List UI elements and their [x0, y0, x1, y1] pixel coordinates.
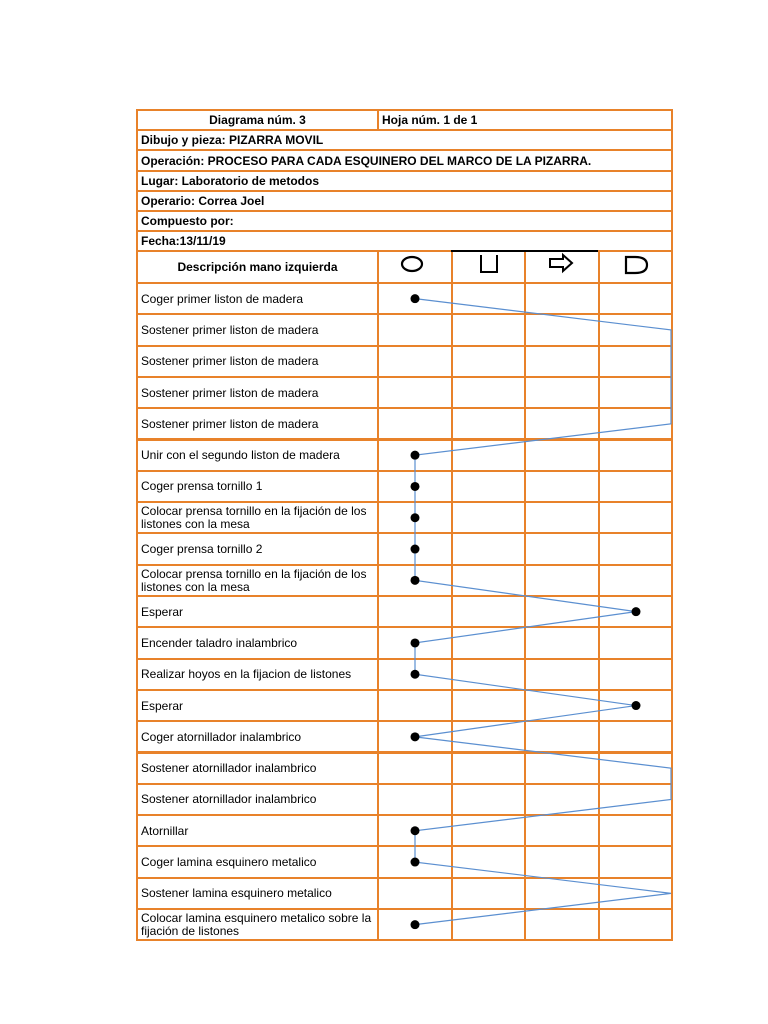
row-symbol-cell: [451, 877, 526, 910]
operation-field: Operación: PROCESO PARA CADA ESQUINERO DEL MARCO DE LA PIZARRA.: [136, 149, 673, 172]
row-symbol-cell: [524, 814, 600, 847]
row-symbol-cell: [524, 470, 600, 503]
row-description: Sostener primer liston de madera: [136, 376, 379, 409]
row-description: Colocar prensa tornillo en la fijación de los listones con la mesa: [136, 501, 379, 534]
row-symbol-cell: [451, 313, 526, 346]
date-field: Fecha:13/11/19: [136, 230, 673, 252]
row-symbol-cell: [598, 345, 673, 378]
piece-field: Dibujo y pieza: PIZARRA MOVIL: [136, 129, 673, 151]
row-symbol-cell: [598, 532, 673, 565]
row-symbol-cell: [598, 501, 673, 534]
row-symbol-cell: [524, 282, 600, 315]
row-symbol-cell: [451, 783, 526, 816]
row-description: Coger prensa tornillo 1: [136, 470, 379, 503]
row-symbol-cell: [451, 658, 526, 691]
row-symbol-cell: [598, 439, 673, 472]
row-description: Colocar prensa tornillo en la fijación de los listones con la mesa: [136, 564, 379, 597]
row-symbol-cell: [524, 313, 600, 346]
row-symbol-cell: [451, 345, 526, 378]
delay-column-header: [598, 250, 673, 284]
row-symbol-cell: [598, 407, 673, 440]
row-symbol-cell: [377, 689, 453, 722]
row-description: Unir con el segundo liston de madera: [136, 439, 379, 472]
row-symbol-cell: [377, 345, 453, 378]
row-symbol-cell: [598, 626, 673, 659]
row-symbol-cell: [524, 720, 600, 753]
row-symbol-cell: [598, 689, 673, 722]
row-symbol-cell: [377, 439, 453, 472]
row-symbol-cell: [598, 845, 673, 878]
composed-field: Compuesto por:: [136, 210, 673, 232]
transport-column-header: [524, 250, 600, 284]
inspection-column-header: [451, 250, 526, 284]
row-symbol-cell: [598, 313, 673, 346]
row-symbol-cell: [598, 908, 673, 941]
row-symbol-cell: [598, 470, 673, 503]
row-symbol-cell: [451, 752, 526, 785]
row-symbol-cell: [598, 376, 673, 409]
row-symbol-cell: [377, 407, 453, 440]
row-symbol-cell: [451, 470, 526, 503]
row-symbol-cell: [524, 908, 600, 941]
row-symbol-cell: [524, 877, 600, 910]
row-symbol-cell: [377, 282, 453, 315]
row-symbol-cell: [598, 595, 673, 628]
row-symbol-cell: [524, 439, 600, 472]
header-rule: [451, 250, 598, 252]
row-symbol-cell: [377, 720, 453, 753]
row-symbol-cell: [377, 783, 453, 816]
row-description: Coger primer liston de madera: [136, 282, 379, 315]
row-description: Coger lamina esquinero metalico: [136, 845, 379, 878]
row-description: Atornillar: [136, 814, 379, 847]
row-symbol-cell: [598, 783, 673, 816]
row-symbol-cell: [598, 564, 673, 597]
row-symbol-cell: [524, 752, 600, 785]
row-symbol-cell: [377, 752, 453, 785]
row-symbol-cell: [377, 564, 453, 597]
row-description: Esperar: [136, 689, 379, 722]
row-symbol-cell: [377, 470, 453, 503]
row-description: Sostener primer liston de madera: [136, 407, 379, 440]
row-description: Sostener lamina esquinero metalico: [136, 877, 379, 910]
row-symbol-cell: [377, 814, 453, 847]
row-symbol-cell: [377, 595, 453, 628]
operator-field: Operario: Correa Joel: [136, 190, 673, 212]
row-symbol-cell: [377, 908, 453, 941]
row-symbol-cell: [451, 845, 526, 878]
row-symbol-cell: [377, 845, 453, 878]
row-symbol-cell: [524, 532, 600, 565]
row-symbol-cell: [598, 282, 673, 315]
row-symbol-cell: [524, 689, 600, 722]
row-symbol-cell: [451, 282, 526, 315]
row-description: Sostener atornillador inalambrico: [136, 783, 379, 816]
row-symbol-cell: [598, 877, 673, 910]
row-symbol-cell: [451, 908, 526, 941]
row-symbol-cell: [377, 376, 453, 409]
operation-column-header: [377, 250, 453, 284]
row-symbol-cell: [377, 313, 453, 346]
row-symbol-cell: [598, 658, 673, 691]
row-symbol-cell: [598, 720, 673, 753]
row-symbol-cell: [524, 501, 600, 534]
row-symbol-cell: [451, 564, 526, 597]
row-symbol-cell: [377, 658, 453, 691]
row-description: Sostener primer liston de madera: [136, 313, 379, 346]
row-symbol-cell: [451, 532, 526, 565]
row-symbol-cell: [451, 376, 526, 409]
row-symbol-cell: [524, 407, 600, 440]
row-symbol-cell: [377, 532, 453, 565]
row-symbol-cell: [524, 626, 600, 659]
row-description: Realizar hoyos en la fijacion de listones: [136, 658, 379, 691]
row-description: Colocar lamina esquinero metalico sobre la fijación de listones: [136, 908, 379, 941]
row-symbol-cell: [377, 877, 453, 910]
row-symbol-cell: [451, 501, 526, 534]
row-symbol-cell: [451, 407, 526, 440]
sheet-number: Hoja núm. 1 de 1: [377, 109, 673, 131]
place-field: Lugar: Laboratorio de metodos: [136, 170, 673, 192]
row-description: Sostener atornillador inalambrico: [136, 752, 379, 785]
row-symbol-cell: [524, 845, 600, 878]
row-symbol-cell: [598, 752, 673, 785]
row-symbol-cell: [451, 626, 526, 659]
row-symbol-cell: [377, 626, 453, 659]
row-symbol-cell: [524, 783, 600, 816]
row-description: Sostener primer liston de madera: [136, 345, 379, 378]
row-description: Coger atornillador inalambrico: [136, 720, 379, 753]
row-symbol-cell: [451, 720, 526, 753]
row-description: Coger prensa tornillo 2: [136, 532, 379, 565]
row-symbol-cell: [451, 689, 526, 722]
description-column-header: Descripción mano izquierda: [136, 250, 379, 284]
row-description: Encender taladro inalambrico: [136, 626, 379, 659]
row-symbol-cell: [524, 595, 600, 628]
row-symbol-cell: [598, 814, 673, 847]
row-symbol-cell: [451, 814, 526, 847]
row-description: Esperar: [136, 595, 379, 628]
row-symbol-cell: [377, 501, 453, 534]
row-symbol-cell: [524, 564, 600, 597]
diagram-number: Diagrama núm. 3: [136, 109, 379, 131]
row-symbol-cell: [451, 439, 526, 472]
row-symbol-cell: [524, 658, 600, 691]
row-symbol-cell: [524, 376, 600, 409]
row-symbol-cell: [524, 345, 600, 378]
row-symbol-cell: [451, 595, 526, 628]
